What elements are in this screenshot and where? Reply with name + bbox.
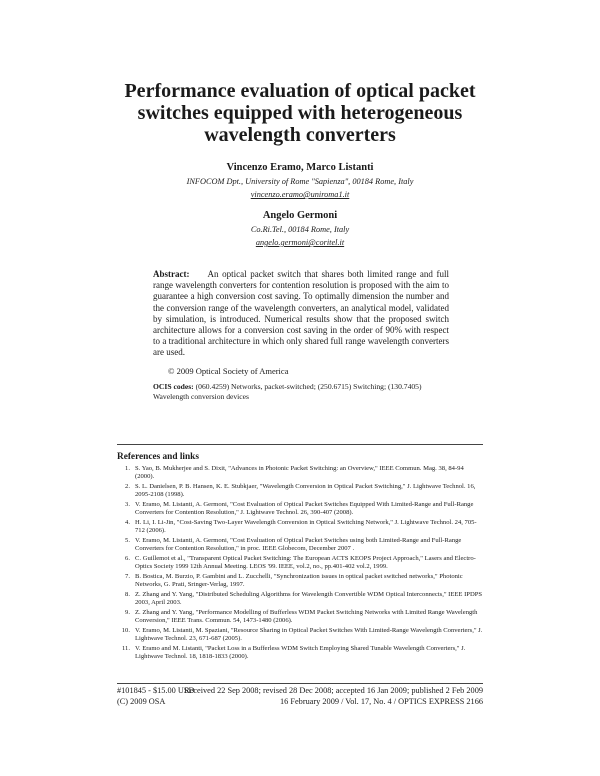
reference-number: 9. (125, 609, 130, 616)
reference-text: H. Li, I. Li-Jin, "Cost-Saving Two-Layer Wavelength Conversion in Optical Switching Network," J. Lightwave Technol. 24, 705-712 (2006). (135, 519, 477, 535)
reference-text: Z. Zhang and Y. Yang, "Distributed Scheduling Algorithms for Wavelength Convertible WDM Optical Interconnects," IEEE IPDPS 2003, April 2003. (135, 591, 483, 607)
reference-item (117, 645, 483, 662)
reference-number: 11. (122, 645, 130, 652)
reference-text: V. Eramo and M. Listanti, "Packet Loss in a Bufferless WDM Switch Employing Shared Tunable Wavelength Converters," J. Lightwave Technol. 18, 1818-1833 (2000). (135, 645, 466, 661)
abstract-label: Abstract: (153, 269, 190, 279)
reference-item (117, 483, 483, 500)
section-divider (117, 444, 483, 445)
reference-number: 2. (125, 483, 130, 490)
reference-item (117, 555, 483, 572)
reference-text: B. Bostica, M. Burzio, P. Gambini and L. Zucchelli, "Synchronization issues in optical packet switched networks," Photonic Networks, G. Prati, Sringer-Verlag, 1997. (135, 573, 463, 589)
affiliation-2: Co.Ri.Tel., 00184 Rome, Italy (250, 225, 350, 234)
reference-text: V. Eramo, M. Listanti, A. Germoni, "Cost Evaluation of Optical Packet Switches using both Limited-Range and Full-Range Converters for Contention Resolution," in proc. IEEE Globecom, December 2007 . (135, 537, 462, 553)
reference-item (117, 465, 483, 482)
title-line: switches equipped with heterogeneous (137, 102, 463, 124)
reference-item (117, 537, 483, 554)
footer-divider (117, 683, 483, 684)
title-line: Performance evaluation of optical packet (124, 80, 476, 102)
reference-item (117, 501, 483, 518)
reference-text: S. L. Danielsen, P. B. Hansen, K. E. Stubkjaer, "Wavelength Conversion in Optical Packet Switching," J. Lightwave Technol. 16, 2095-2108 (1998). (135, 483, 476, 499)
reference-number: 8. (125, 591, 130, 598)
reference-number: 3. (125, 501, 130, 508)
ocis-label: OCIS codes: (153, 382, 194, 391)
reference-item (117, 627, 483, 644)
email-link-2[interactable]: angelo.germoni@coritel.it (255, 238, 345, 247)
copyright-notice: © 2009 Optical Society of America (168, 366, 289, 376)
authors-group-2: Angelo Germoni (262, 210, 338, 221)
footer-received: Received 22 Sep 2008; revised 28 Dec 2008; accepted 16 Jan 2009; published 2 Feb 2009 (184, 686, 483, 695)
reference-number: 6. (125, 555, 130, 562)
reference-item (117, 573, 483, 590)
reference-number: 7. (125, 573, 130, 580)
abstract-text: An optical packet switch that shares both limited range and full range wavelength converters for contention resolution is proposed with the aim to guarantee a high conversion cost saving. To optimally dimension the number and the conversion range of the wavelength converters, an analytical model, validated by simulation, is introduced. Numerical results show that the proposed switch architecture allows for a conversion cost saving in the order of 90% with respect to a traditional architecture in which only shared full range wavelength converters are used. (153, 269, 450, 358)
references-heading: References and links (117, 452, 199, 462)
reference-number: 5. (125, 537, 130, 544)
reference-text: C. Guillemot et al., "Transparent Optical Packet Switching: The European ACTS KEOPS Project Approach," Lasers and Electro-Optics Society 1999 12th Annual Meeting. LEOS '99. IEEE, vol.2, no., pp.401-402 vol.2, 1999. (135, 555, 476, 571)
email-link-1[interactable]: vincenzo.eramo@uniroma1.it (250, 190, 350, 199)
reference-text: V. Eramo, M. Listanti, M. Spaziani, "Resource Sharing in Optical Packet Switches With Limited-Range Wavelength Converters," J. Lightwave Technol. 23, 671-687 (2005). (135, 627, 483, 643)
reference-list (117, 465, 483, 663)
authors-group-1: Vincenzo Eramo, Marco Listanti (226, 162, 374, 173)
reference-text: S. Yao, B. Mukherjee and S. Dixit, "Advances in Photonic Packet Switching: an Overview," IEEE Commun. Mag. 38, 84-94 (2000). (135, 465, 464, 481)
reference-number: 10. (121, 627, 130, 634)
footer-journal: 16 February 2009 / Vol. 17, No. 4 / OPTICS EXPRESS 2166 (280, 697, 483, 706)
reference-item (117, 591, 483, 608)
abstract (153, 269, 449, 359)
ocis-text: (060.4259) Networks, packet-switched; (250.6715) Switching; (130.7405) Wavelength conversion devices (153, 382, 422, 401)
reference-item (117, 609, 483, 626)
affiliation-1: INFOCOM Dpt., University of Rome "Sapienza", 00184 Rome, Italy (186, 177, 414, 186)
reference-number: 4. (125, 519, 130, 526)
footer-price: #101845 - $15.00 USD (117, 686, 195, 695)
ocis-codes (153, 382, 453, 402)
reference-number: 1. (125, 465, 130, 472)
reference-text: Z. Zhang and Y. Yang, "Performance Modelling of Bufferless WDM Packet Switching Networks with Limited Range Wavelength Conversion," IEEE Trans. Commun. 54, 1473-1480 (2006). (135, 609, 478, 625)
footer-osa: (C) 2009 OSA (117, 697, 166, 706)
reference-item (117, 519, 483, 536)
paper-title (100, 80, 500, 146)
reference-text: V. Eramo, M. Listanti, A. Germoni, "Cost Evaluation of Optical Packet Switches Equipped With Limited-Range and Full-Range Converters for Contention Resolution," J. Lightwave Technol. 26, 390-407 (2008). (135, 501, 474, 517)
title-line: wavelength converters (204, 124, 396, 146)
